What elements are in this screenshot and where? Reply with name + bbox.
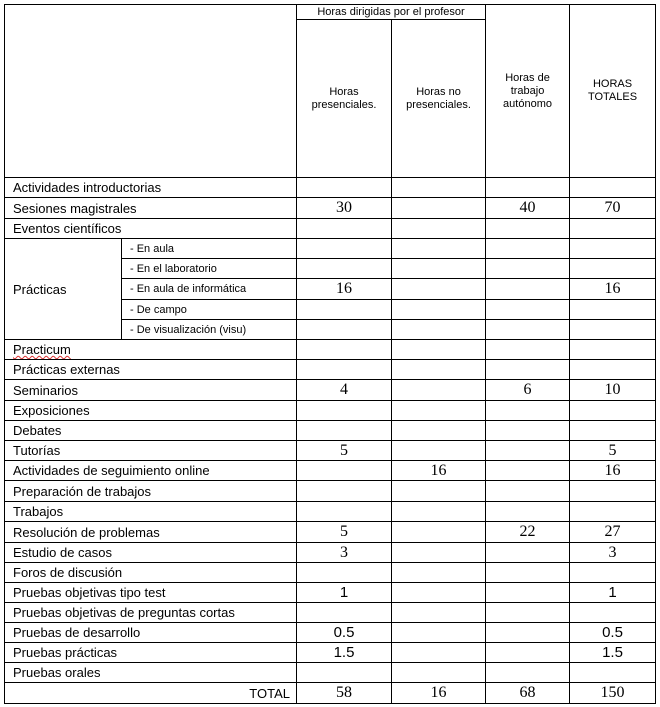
cell-total	[570, 300, 656, 320]
cell-presenciales	[297, 219, 392, 239]
row-label: Actividades de seguimiento online	[5, 461, 297, 481]
row-label: Prácticas externas	[5, 360, 297, 380]
cell-total	[570, 178, 656, 198]
cell-no-presenciales	[392, 563, 486, 583]
cell-total	[570, 259, 656, 279]
row-label: Preparación de trabajos	[5, 481, 297, 502]
cell-no-presenciales	[392, 239, 486, 259]
cell-presenciales	[297, 340, 392, 360]
cell-presenciales	[297, 401, 392, 421]
table-row	[5, 623, 656, 643]
total-autonomo: 68	[486, 683, 570, 704]
cell-autonomo	[486, 219, 570, 239]
table-row	[5, 502, 656, 522]
sub-row-label: - De visualización (visu)	[122, 320, 297, 340]
header-totales: HORAS TOTALES	[570, 5, 656, 178]
cell-presenciales	[297, 502, 392, 522]
sub-row-label: - En aula de informática	[122, 279, 297, 300]
table-row	[5, 583, 656, 603]
cell-no-presenciales	[392, 198, 486, 219]
row-label: Pruebas orales	[5, 663, 297, 683]
hours-table	[4, 4, 656, 704]
cell-autonomo	[486, 340, 570, 360]
table-row	[5, 401, 656, 421]
cell-total	[570, 320, 656, 340]
table-row	[5, 543, 656, 563]
total-totales: 150	[570, 683, 656, 704]
cell-total	[570, 481, 656, 502]
cell-total: 16	[570, 461, 656, 481]
cell-total: 1.5	[570, 643, 656, 663]
cell-no-presenciales	[392, 623, 486, 643]
cell-no-presenciales	[392, 340, 486, 360]
cell-autonomo	[486, 259, 570, 279]
cell-presenciales: 1.5	[297, 643, 392, 663]
cell-total	[570, 401, 656, 421]
cell-presenciales	[297, 603, 392, 623]
row-label: Tutorías	[5, 441, 297, 461]
cell-presenciales	[297, 360, 392, 380]
total-no-presenciales: 16	[392, 683, 486, 704]
table-row	[5, 481, 656, 502]
cell-autonomo: 6	[486, 380, 570, 401]
cell-presenciales	[297, 663, 392, 683]
cell-presenciales	[297, 239, 392, 259]
cell-no-presenciales	[392, 543, 486, 563]
cell-total	[570, 603, 656, 623]
cell-presenciales	[297, 421, 392, 441]
cell-autonomo	[486, 583, 570, 603]
cell-no-presenciales	[392, 502, 486, 522]
cell-total	[570, 563, 656, 583]
cell-autonomo	[486, 663, 570, 683]
table-row	[5, 219, 656, 239]
cell-autonomo	[486, 441, 570, 461]
cell-presenciales	[297, 461, 392, 481]
header-presenciales: Horas presenciales.	[297, 20, 392, 178]
table-row	[5, 603, 656, 623]
practicum-label: Practicum	[13, 342, 71, 357]
row-label: Pruebas objetivas de preguntas cortas	[5, 603, 297, 623]
cell-total: 10	[570, 380, 656, 401]
cell-no-presenciales	[392, 259, 486, 279]
sub-row-label: - En aula	[122, 239, 297, 259]
cell-presenciales: 30	[297, 198, 392, 219]
cell-autonomo	[486, 543, 570, 563]
table-row	[5, 522, 656, 543]
cell-no-presenciales	[392, 320, 486, 340]
cell-total: 0.5	[570, 623, 656, 643]
row-label: Debates	[5, 421, 297, 441]
table-row	[5, 178, 656, 198]
cell-autonomo	[486, 461, 570, 481]
cell-autonomo: 22	[486, 522, 570, 543]
cell-no-presenciales	[392, 663, 486, 683]
cell-no-presenciales	[392, 219, 486, 239]
table-row	[5, 198, 656, 219]
cell-no-presenciales	[392, 279, 486, 300]
cell-autonomo	[486, 421, 570, 441]
sub-row-label: - En el laboratorio	[122, 259, 297, 279]
sub-row-label: - De campo	[122, 300, 297, 320]
cell-autonomo	[486, 603, 570, 623]
cell-presenciales: 5	[297, 522, 392, 543]
cell-presenciales: 4	[297, 380, 392, 401]
row-label: Pruebas de desarrollo	[5, 623, 297, 643]
cell-autonomo	[486, 401, 570, 421]
cell-no-presenciales	[392, 380, 486, 401]
cell-total	[570, 219, 656, 239]
cell-no-presenciales	[392, 441, 486, 461]
cell-total: 70	[570, 198, 656, 219]
table-row	[5, 461, 656, 481]
cell-presenciales	[297, 481, 392, 502]
cell-autonomo	[486, 178, 570, 198]
cell-total: 3	[570, 543, 656, 563]
row-label: Trabajos	[5, 502, 297, 522]
cell-no-presenciales	[392, 300, 486, 320]
cell-presenciales: 1	[297, 583, 392, 603]
row-label: Estudio de casos	[5, 543, 297, 563]
cell-autonomo	[486, 239, 570, 259]
practicas-label: Prácticas	[5, 239, 122, 340]
cell-no-presenciales	[392, 603, 486, 623]
cell-presenciales	[297, 259, 392, 279]
row-label: Seminarios	[5, 380, 297, 401]
table-row	[5, 643, 656, 663]
cell-total: 16	[570, 279, 656, 300]
cell-presenciales	[297, 320, 392, 340]
table-row	[5, 239, 656, 259]
header-blank-cell	[5, 5, 297, 178]
cell-autonomo	[486, 502, 570, 522]
cell-total	[570, 340, 656, 360]
cell-autonomo	[486, 563, 570, 583]
cell-autonomo	[486, 623, 570, 643]
row-label: Exposiciones	[5, 401, 297, 421]
table-row	[5, 421, 656, 441]
row-label: Eventos científicos	[5, 219, 297, 239]
cell-no-presenciales: 16	[392, 461, 486, 481]
cell-presenciales: 16	[297, 279, 392, 300]
cell-presenciales: 5	[297, 441, 392, 461]
cell-no-presenciales	[392, 421, 486, 441]
row-label: Sesiones magistrales	[5, 198, 297, 219]
row-label: Resolución de problemas	[5, 522, 297, 543]
cell-no-presenciales	[392, 360, 486, 380]
table-row	[5, 563, 656, 583]
cell-no-presenciales	[392, 522, 486, 543]
table-row	[5, 441, 656, 461]
cell-autonomo	[486, 279, 570, 300]
cell-autonomo	[486, 481, 570, 502]
cell-presenciales: 0.5	[297, 623, 392, 643]
cell-total	[570, 502, 656, 522]
cell-total	[570, 239, 656, 259]
cell-presenciales	[297, 563, 392, 583]
header-no-presenciales: Horas no presenciales.	[392, 20, 486, 178]
cell-total	[570, 421, 656, 441]
cell-total: 27	[570, 522, 656, 543]
cell-total: 5	[570, 441, 656, 461]
table-row	[5, 340, 656, 360]
row-label	[5, 340, 297, 360]
cell-no-presenciales	[392, 583, 486, 603]
row-label: Actividades introductorias	[5, 178, 297, 198]
header-group-row	[5, 5, 656, 20]
cell-no-presenciales	[392, 643, 486, 663]
cell-presenciales: 3	[297, 543, 392, 563]
header-autonomo: Horas de trabajo autónomo	[486, 5, 570, 178]
total-label: TOTAL	[5, 683, 297, 704]
cell-no-presenciales	[392, 481, 486, 502]
cell-autonomo	[486, 643, 570, 663]
cell-no-presenciales	[392, 401, 486, 421]
total-presenciales: 58	[297, 683, 392, 704]
cell-autonomo: 40	[486, 198, 570, 219]
table-row	[5, 380, 656, 401]
cell-autonomo	[486, 300, 570, 320]
header-group-label: Horas dirigidas por el profesor	[297, 5, 486, 20]
cell-total	[570, 663, 656, 683]
table-row	[5, 360, 656, 380]
cell-autonomo	[486, 320, 570, 340]
row-label: Foros de discusión	[5, 563, 297, 583]
cell-total: 1	[570, 583, 656, 603]
row-label: Pruebas prácticas	[5, 643, 297, 663]
cell-presenciales	[297, 300, 392, 320]
cell-autonomo	[486, 360, 570, 380]
total-row	[5, 683, 656, 704]
table-row	[5, 663, 656, 683]
cell-total	[570, 360, 656, 380]
cell-presenciales	[297, 178, 392, 198]
row-label: Pruebas objetivas tipo test	[5, 583, 297, 603]
cell-no-presenciales	[392, 178, 486, 198]
